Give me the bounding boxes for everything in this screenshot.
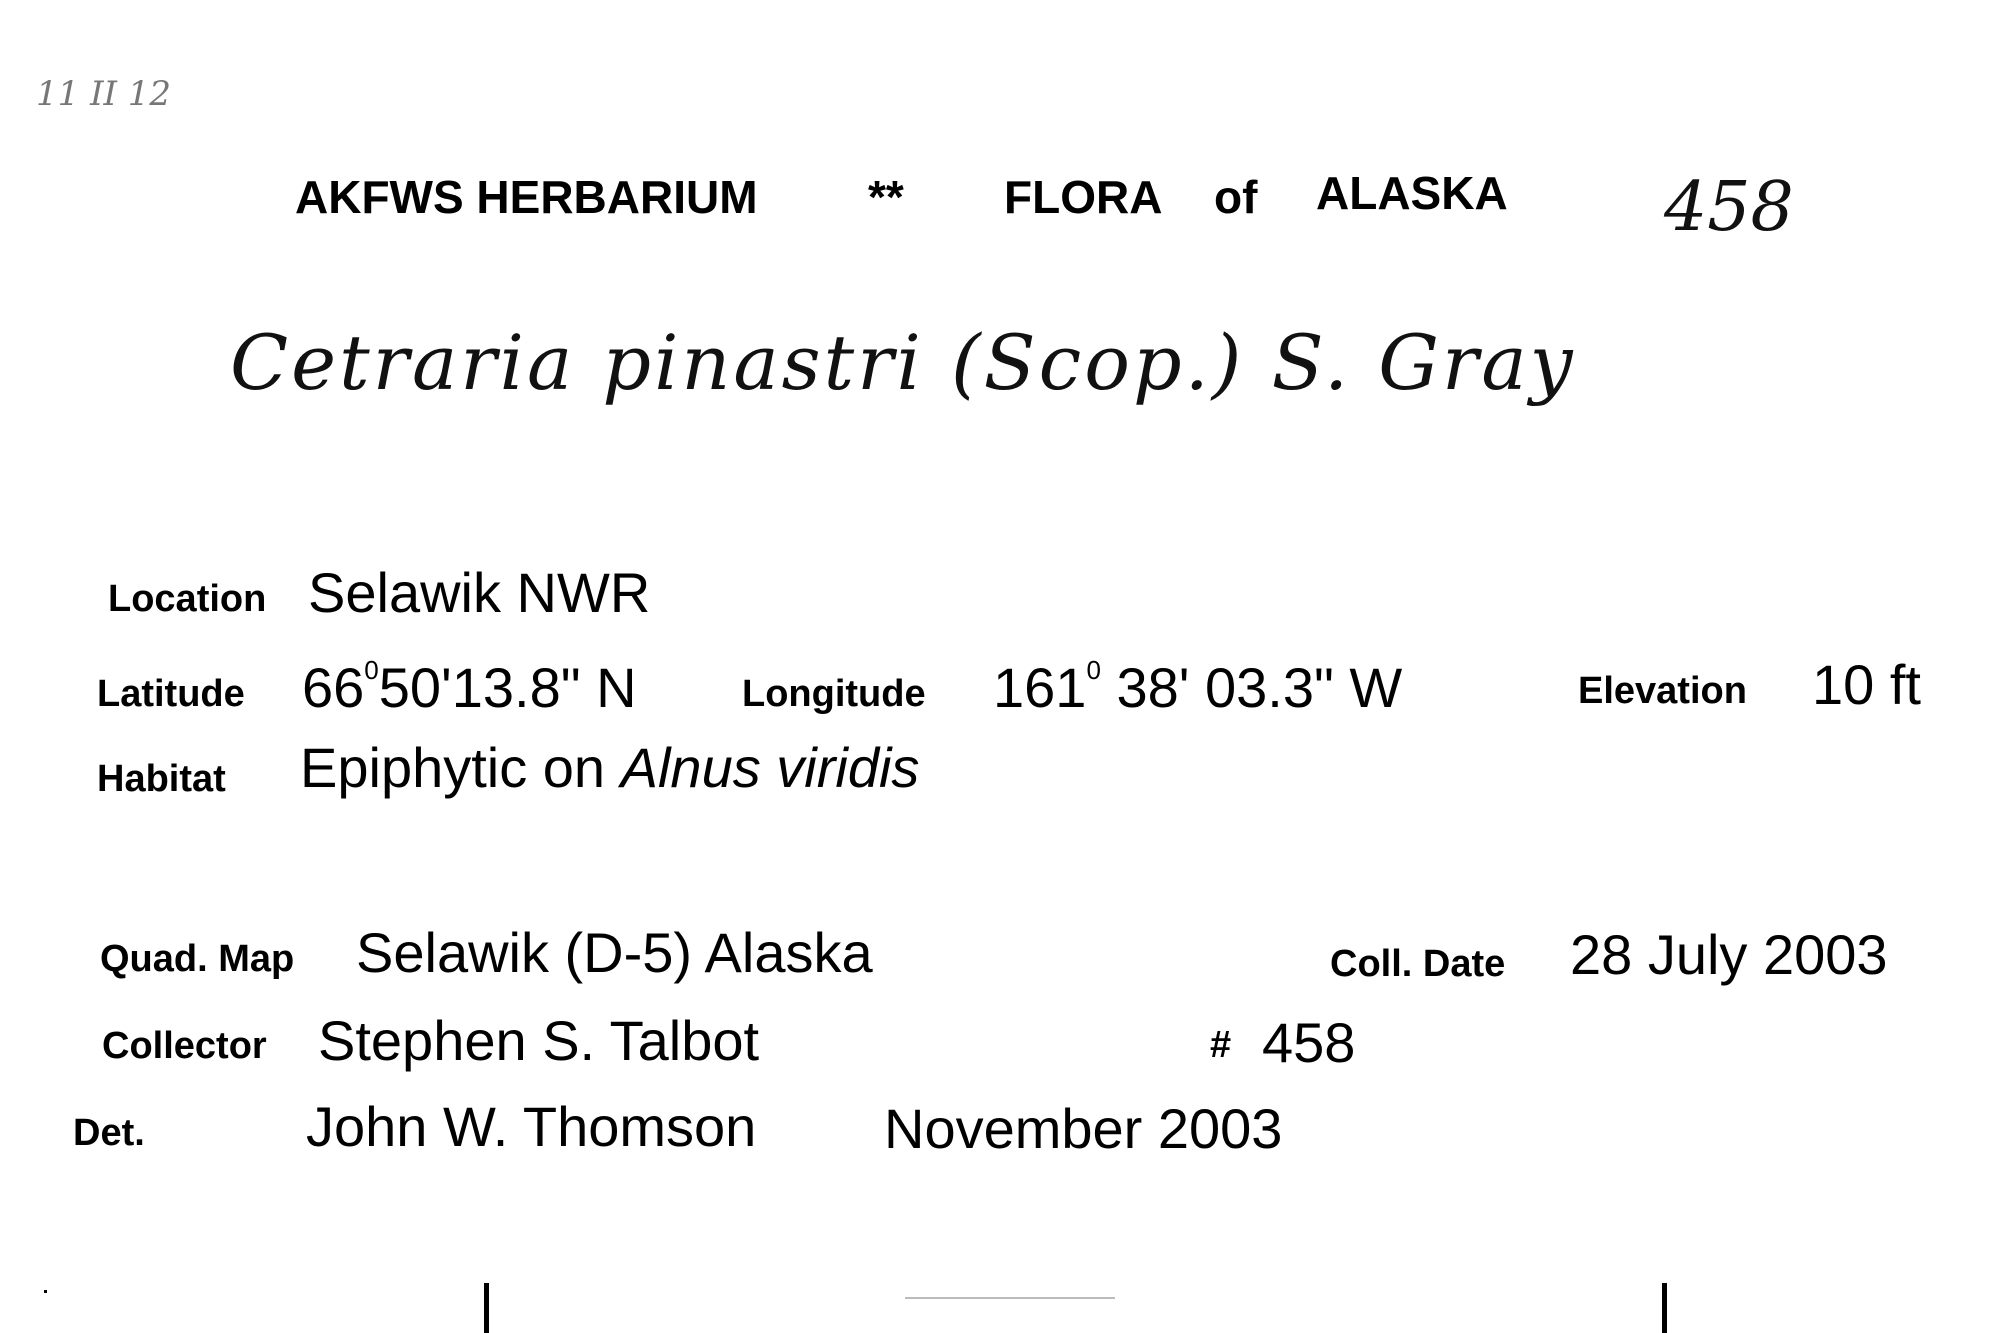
collection-number-label: # [1210, 1024, 1232, 1066]
handwritten-specimen-number: 458 [1664, 168, 1794, 247]
bottom-tick-right [1662, 1283, 1667, 1333]
longitude-label: Longitude [742, 673, 926, 715]
flora-word: FLORA [1004, 171, 1163, 223]
elevation-label: Elevation [1578, 670, 1747, 712]
latitude-degree-symbol: 0 [364, 655, 379, 685]
collector-label: Collector [102, 1025, 267, 1067]
habitat-text: Epiphytic on [300, 736, 621, 799]
longitude-minutes-seconds: 38' 03.3" W [1100, 656, 1403, 719]
longitude-degree-symbol: 0 [1086, 655, 1101, 685]
longitude-degrees: 161 [993, 656, 1087, 719]
bottom-faint-dashes [905, 1297, 1115, 1299]
collector-value: Stephen S. Talbot [318, 1009, 760, 1072]
header-separator: ** [868, 171, 904, 223]
latitude-degrees: 66 [302, 656, 365, 719]
handwritten-species-name: Cetraria pinastri (Scop.) S. Gray [230, 318, 1576, 407]
latitude-label: Latitude [97, 673, 245, 715]
location-value: Selawik NWR [308, 561, 651, 624]
bottom-tick-left [484, 1283, 489, 1333]
habitat-value [300, 735, 919, 800]
bottom-speck [44, 1290, 47, 1293]
latitude-value [302, 655, 637, 720]
region-title: ALASKA [1316, 167, 1508, 219]
quad-map-label: Quad. Map [100, 938, 295, 980]
latitude-minutes-seconds: 50'13.8" N [378, 656, 637, 719]
habitat-host-species: Alnus viridis [620, 736, 920, 799]
det-label: Det. [73, 1112, 145, 1154]
det-name: John W. Thomson [306, 1095, 757, 1158]
elevation-value: 10 ft [1812, 653, 1921, 716]
coll-date-label: Coll. Date [1330, 943, 1506, 985]
collection-number-value: 458 [1262, 1011, 1356, 1074]
location-label: Location [108, 578, 267, 620]
corner-note: 11 II 12 [36, 74, 172, 114]
habitat-label: Habitat [97, 758, 226, 800]
coll-date-value: 28 July 2003 [1570, 923, 1888, 986]
herbarium-title: AKFWS HERBARIUM [295, 171, 758, 223]
of-word: of [1214, 171, 1258, 223]
det-date: November 2003 [884, 1097, 1283, 1160]
longitude-value [993, 655, 1402, 720]
quad-map-value: Selawik (D-5) Alaska [356, 921, 873, 984]
